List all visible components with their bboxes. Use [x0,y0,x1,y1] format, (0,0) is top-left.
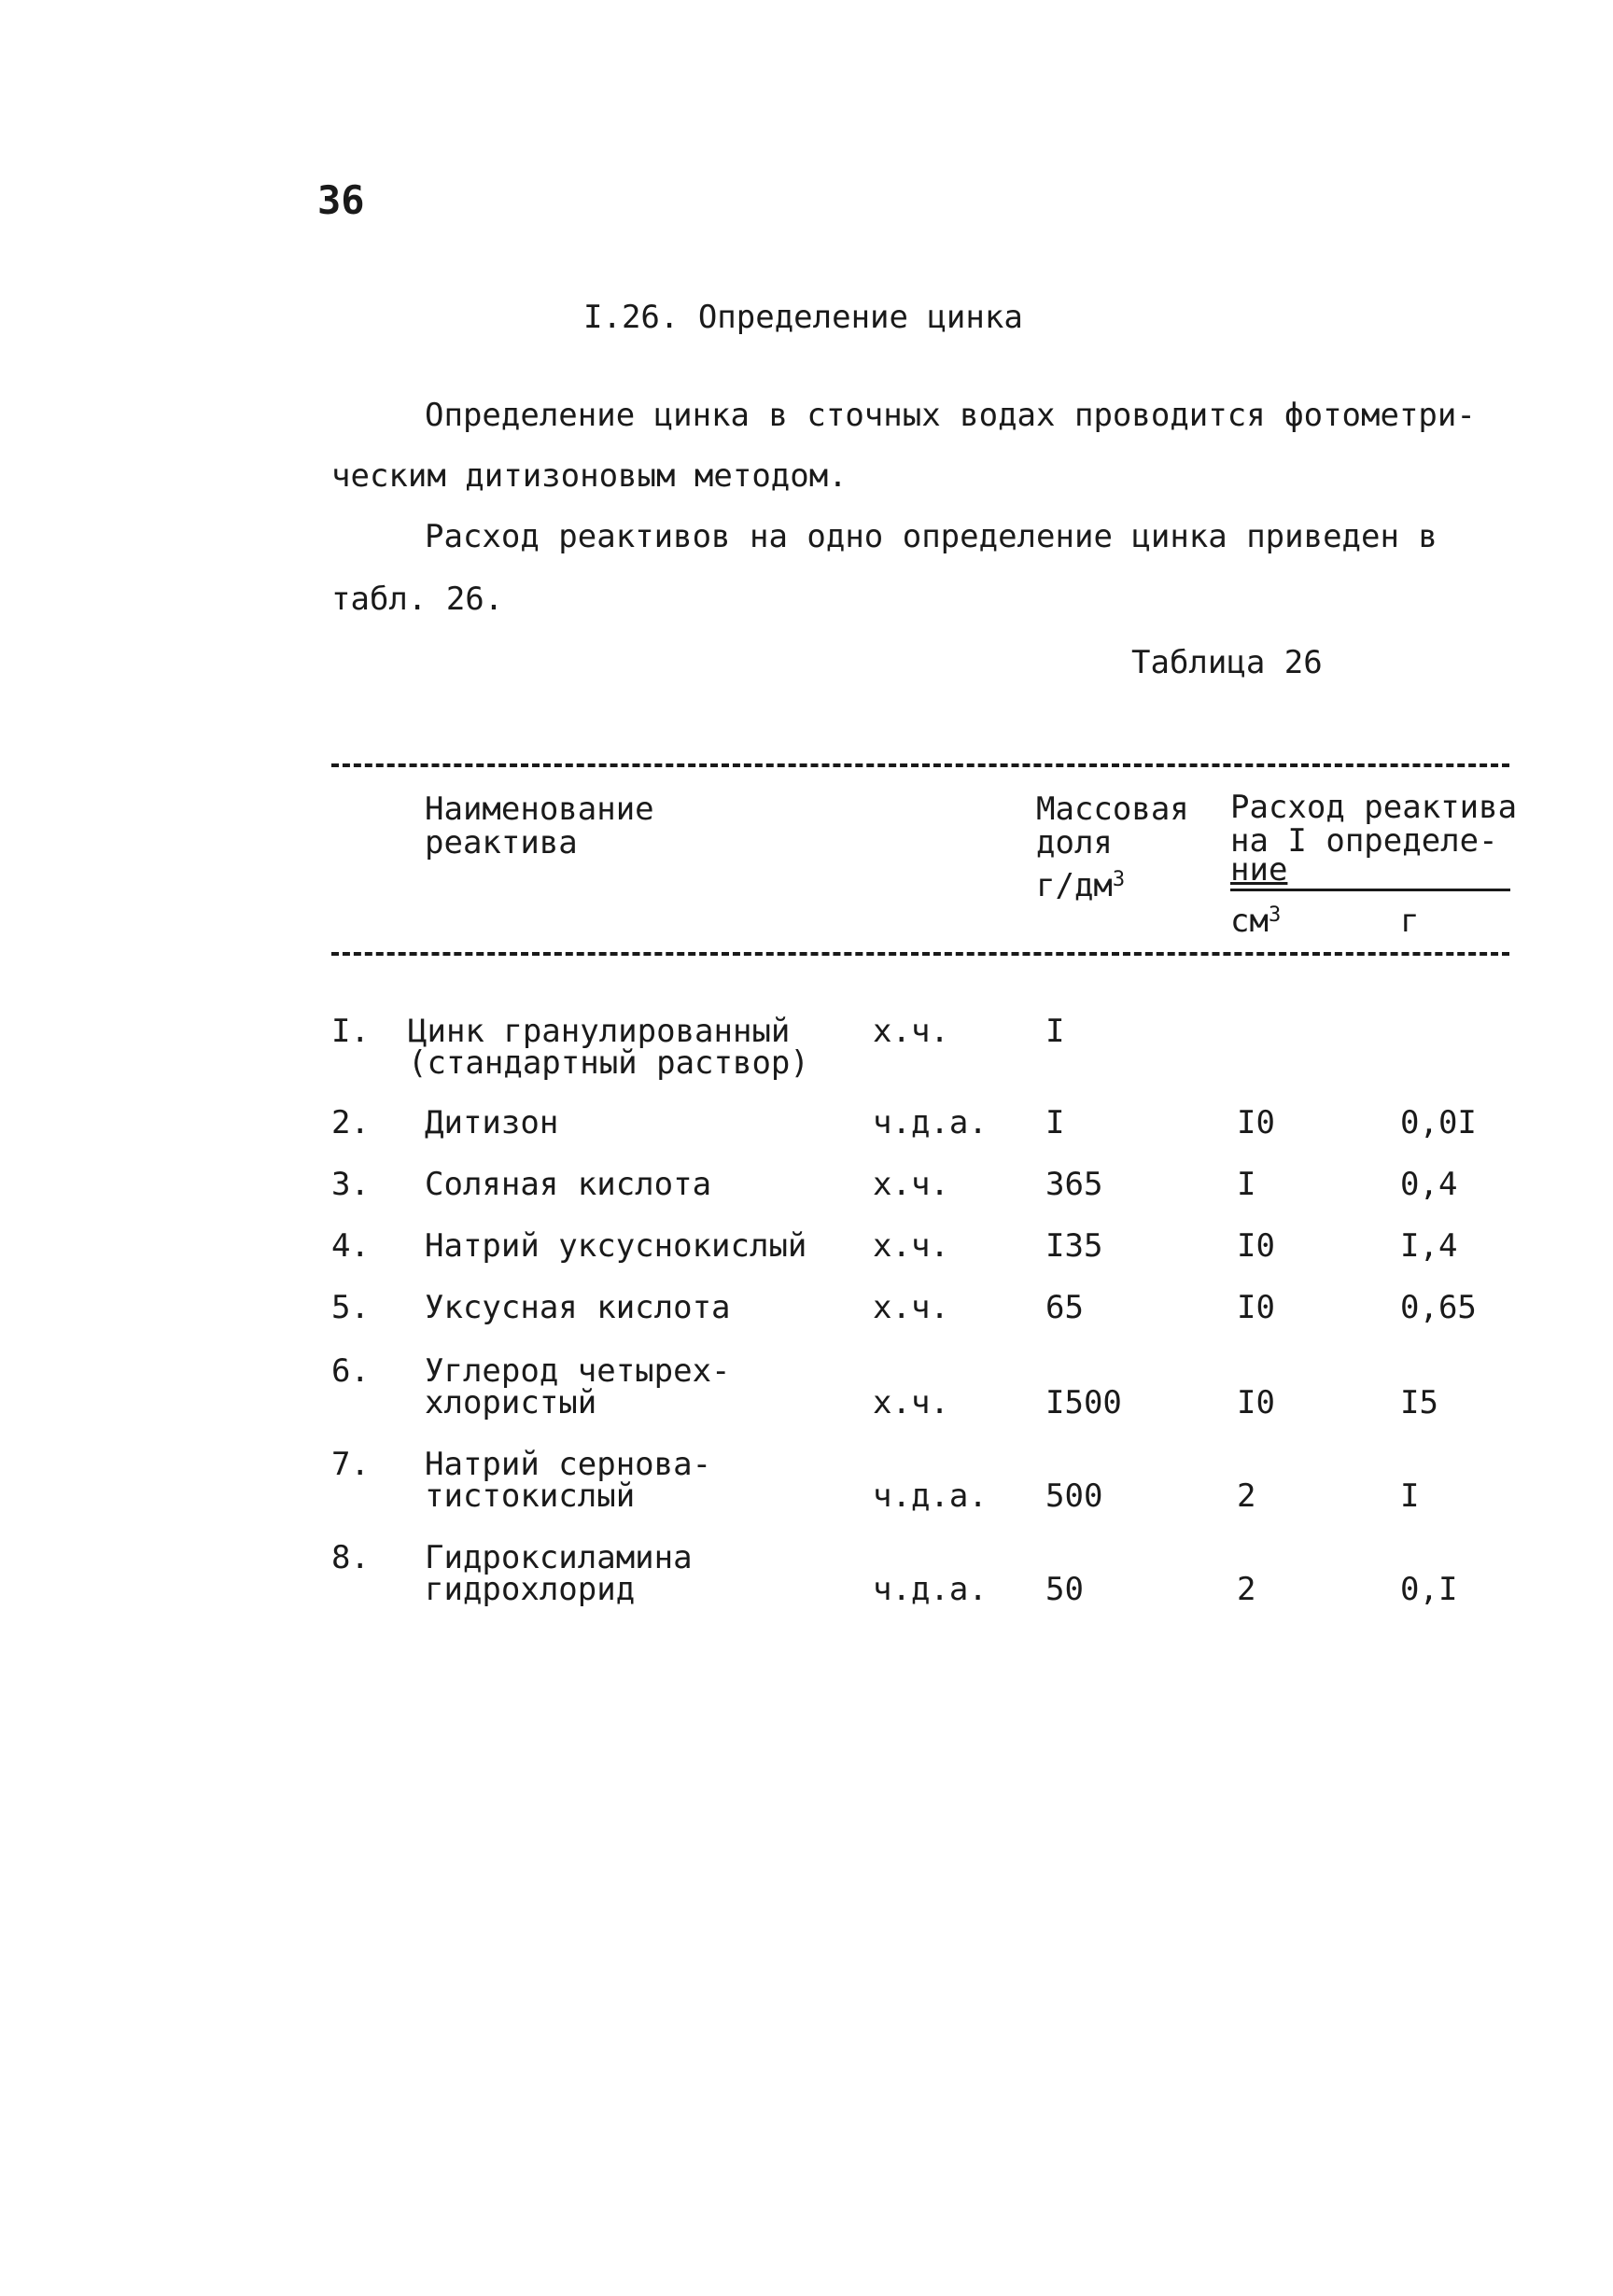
row-5-num: 5. [331,1289,370,1326]
row-2-grade: ч.д.а. [873,1104,988,1141]
row-7-cm3: 2 [1237,1477,1256,1515]
header-mass-unit-sup: 3 [1112,868,1126,891]
row-8-name-line-1: Гидроксиламина [425,1539,693,1576]
header-mass-unit: г/дм [1036,867,1113,904]
row-2-name: Дитизон [425,1104,559,1141]
row-8-cm3: 2 [1237,1571,1256,1608]
header-cm3-sup: 3 [1268,903,1282,927]
row-3-grade: х.ч. [873,1166,949,1203]
row-1-name-line-1: Цинк гранулированный [408,1013,791,1050]
row-7-grade: ч.д.а. [873,1477,988,1515]
header-consumption-line-2: на I определе- [1230,822,1498,860]
row-3-name: Соляная кислота [425,1166,712,1203]
row-2-num: 2. [331,1104,370,1141]
row-3-cm3: I [1237,1166,1256,1203]
header-mass-line-3 [1036,867,1126,904]
row-5-g: 0,65 [1400,1289,1477,1326]
row-1-mass: I [1045,1013,1065,1050]
table-header-rule [331,952,1509,956]
paragraph-2-line-1: Расход реактивов на одно определение цинка приведен в [425,518,1438,555]
row-4-cm3: I0 [1237,1227,1275,1265]
row-2-cm3: I0 [1237,1104,1275,1141]
row-3-g: 0,4 [1400,1166,1458,1203]
row-6-cm3: I0 [1237,1384,1275,1421]
row-5-cm3: I0 [1237,1289,1275,1326]
page-number: 36 [317,177,365,223]
header-g: г [1400,903,1420,940]
table-top-rule [331,763,1509,767]
row-8-name-line-2: гидрохлорид [425,1571,636,1608]
row-6-g: I5 [1400,1384,1438,1421]
row-3-mass: 365 [1045,1166,1103,1203]
row-5-name: Уксусная кислота [425,1289,731,1326]
paragraph-1-line-1: Определение цинка в сточных водах проводится фотометри- [425,397,1476,434]
row-4-g: I,4 [1400,1227,1458,1265]
row-4-grade: х.ч. [873,1227,949,1265]
row-7-name-line-2: тистокислый [425,1477,636,1515]
row-4-num: 4. [331,1227,370,1265]
row-5-mass: 65 [1045,1289,1084,1326]
paragraph-1-line-2: ческим дитизоновым методом. [331,457,848,495]
row-3-num: 3. [331,1166,370,1203]
header-name-line-2: реактива [425,824,578,861]
section-title: I.26. Определение цинка [583,299,1023,336]
row-1-grade: х.ч. [873,1013,949,1050]
row-7-num: 7. [331,1446,370,1483]
row-8-grade: ч.д.а. [873,1571,988,1608]
row-8-num: 8. [331,1539,370,1576]
row-6-mass: I500 [1045,1384,1122,1421]
row-4-name: Натрий уксуснокислый [425,1227,807,1265]
header-mass-line-2: доля [1036,824,1113,861]
row-5-grade: х.ч. [873,1289,949,1326]
row-7-mass: 500 [1045,1477,1103,1515]
row-1-num: I. [331,1013,370,1050]
row-4-mass: I35 [1045,1227,1103,1265]
header-mass-line-1: Массовая [1036,791,1189,828]
table-caption: Таблица 26 [1131,644,1323,681]
header-cm3-unit: см [1230,903,1269,940]
header-consumption-underline [1230,889,1510,891]
row-2-g: 0,0I [1400,1104,1477,1141]
row-2-mass: I [1045,1104,1065,1141]
row-1-name-line-2: (стандартный раствор) [408,1044,809,1082]
header-consumption-line-3: ние [1230,851,1288,889]
row-6-grade: х.ч. [873,1384,949,1421]
header-name-line-1: Наименование [425,791,654,828]
row-8-mass: 50 [1045,1571,1084,1608]
row-6-name-line-2: хлористый [425,1384,597,1421]
header-cm3 [1230,903,1282,940]
row-8-g: 0,I [1400,1571,1458,1608]
row-6-name-line-1: Углерод четырех- [425,1352,731,1390]
row-7-g: I [1400,1477,1420,1515]
row-6-num: 6. [331,1352,370,1390]
paragraph-2-line-2: табл. 26. [331,581,504,618]
row-7-name-line-1: Натрий сернова- [425,1446,712,1483]
header-consumption-line-1: Расход реактива [1230,789,1518,826]
